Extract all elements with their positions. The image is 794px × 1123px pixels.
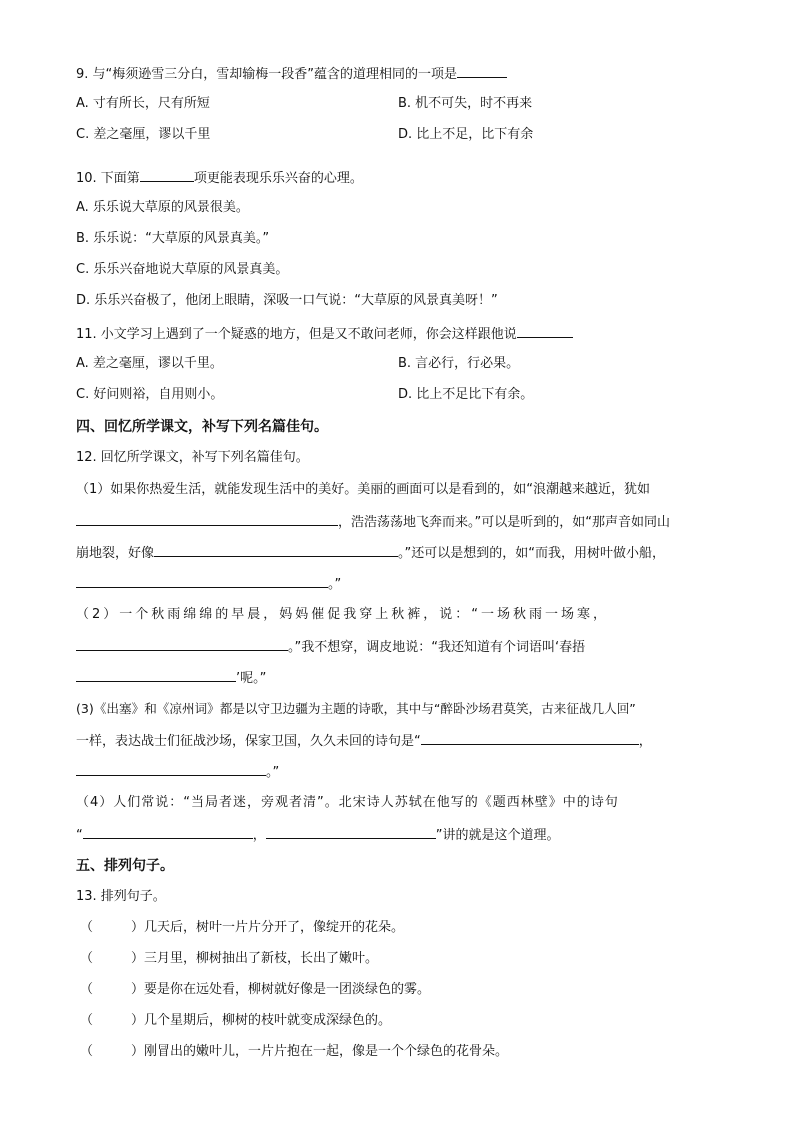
order-sentence: 几个星期后，柳树的枝叶就变成深绿色的。 (144, 1013, 392, 1028)
q12-part1-line4: 。” (76, 574, 341, 594)
q9-option-a[interactable]: A. 寸有所长，尺有所短 (76, 96, 210, 111)
q9-stem: 9. 与“梅须逊雪三分白，雪却输梅一段香”蕴含的道理相同的一项是 (76, 64, 507, 84)
q12-part2-line2: 。”我不想穿，调皮地说：“我还知道有个词语叫‘春捂 (76, 637, 585, 657)
order-row (80, 950, 378, 968)
q13-stem: 13. 排列句子。 (76, 889, 166, 904)
order-row (80, 981, 430, 999)
order-row (80, 1012, 391, 1030)
q9-option-b[interactable]: B. 机不可失，时不再来 (398, 96, 533, 111)
q10-stem: 10. 下面第 项更能表现乐乐兴奋的心理。 (76, 168, 363, 188)
q11-option-b[interactable]: B. 言必行，行必果。 (398, 356, 520, 371)
section-4-heading: 四、回忆所学课文，补写下列名篇佳句。 (76, 419, 328, 435)
q10-option-b[interactable]: B. 乐乐说：“大草原的风景真美。” (76, 231, 270, 246)
q9-option-c[interactable]: C. 差之毫厘，谬以千里 (76, 127, 211, 142)
q12-blank-1[interactable] (76, 512, 338, 526)
q12-blank-9[interactable] (266, 825, 436, 839)
order-paren-close: ） (131, 982, 145, 997)
q10-option-c[interactable]: C. 乐乐兴奋地说大草原的风景真美。 (76, 262, 289, 277)
q12-blank-4[interactable] (76, 637, 288, 651)
q12-part1-line2: ，浩浩荡荡地飞奔而来。”可以是听到的，如“那声音如同山 (76, 512, 670, 532)
section-5-heading: 五、排列句子。 (76, 858, 174, 874)
order-paren-open: （ (80, 982, 94, 997)
order-sentence: 几天后，树叶一片片分开了，像绽开的花朵。 (144, 920, 405, 935)
q11-option-a[interactable]: A. 差之毫厘，谬以千里。 (76, 356, 223, 371)
q9-option-d[interactable]: D. 比上不足，比下有余 (398, 127, 534, 142)
q10-option-a[interactable]: A. 乐乐说大草原的风景很美。 (76, 200, 249, 215)
order-paren-open: （ (80, 1013, 94, 1028)
order-row (80, 1043, 508, 1061)
order-paren-close: ） (131, 1013, 145, 1028)
q12-blank-8[interactable] (83, 825, 253, 839)
q12-blank-3[interactable] (76, 574, 328, 588)
q12-part2-line3: ’呢。” (76, 668, 266, 688)
order-paren-close: ） (131, 1044, 145, 1059)
order-sentence: 刚冒出的嫩叶儿，一片片抱在一起，像是一个个绿色的花骨朵。 (144, 1044, 509, 1059)
q12-stem: 12. 回忆所学课文，补写下列名篇佳句。 (76, 450, 309, 465)
q10-answer-blank[interactable] (140, 168, 194, 182)
order-sentence: 三月里，柳树抽出了新枝，长出了嫩叶。 (144, 951, 379, 966)
q12-blank-7[interactable] (76, 762, 266, 776)
q10-option-d[interactable]: D. 乐乐兴奋极了，他闭上眼睛，深吸一口气说：“大草原的风景真美呀！” (76, 293, 498, 308)
order-row (80, 919, 404, 937)
order-paren-open: （ (80, 951, 94, 966)
order-sentence: 要是你在远处看，柳树就好像是一团淡绿色的雾。 (144, 982, 431, 997)
q11-answer-blank[interactable] (517, 324, 573, 338)
q12-part4-line1: （4）人们常说：“当局者迷，旁观者清”。北宋诗人苏轼在他写的《题西林壁》中的诗句 (76, 795, 619, 810)
q11-stem: 11. 小文学习上遇到了一个疑惑的地方，但是又不敢问老师，你会这样跟他说 (76, 324, 573, 344)
order-paren-open: （ (80, 920, 94, 935)
q12-part3-line3: 。” (76, 762, 279, 782)
q9-answer-blank[interactable] (457, 64, 507, 78)
q11-option-d[interactable]: D. 比上不足比下有余。 (398, 387, 534, 402)
order-paren-open: （ (80, 1044, 94, 1059)
q11-option-c[interactable]: C. 好问则裕，自用则小。 (76, 387, 224, 402)
q12-part1-line3: 崩地裂，好像 。”还可以是想到的，如“而我，用树叶做小船， (76, 543, 665, 563)
q12-part4-line2: “ ， ”讲的就是这个道理。 (76, 825, 560, 845)
q12-blank-6[interactable] (421, 731, 639, 745)
q12-part3-line2: 一样，表达战士们征战沙场，保家卫国，久久未回的诗句是“ ， (76, 731, 652, 751)
order-paren-close: ） (131, 951, 145, 966)
q12-part2-line1: （2）一个秋雨绵绵的早晨，妈妈催促我穿上秋裤，说：“一场秋雨一场寒， (76, 607, 610, 622)
q12-blank-2[interactable] (154, 543, 398, 557)
q12-part3-line1: (3)《出塞》和《凉州词》都是以守卫边疆为主题的诗歌，其中与“醉卧沙场君莫笑，古来征战几人回” (76, 701, 636, 716)
q12-part1-line1: （1）如果你热爱生活，就能发现生活中的美好。美丽的画面可以是看到的，如“浪潮越来越近，犹如 (76, 482, 651, 497)
q12-blank-5[interactable] (76, 668, 236, 682)
order-paren-close: ） (131, 920, 145, 935)
